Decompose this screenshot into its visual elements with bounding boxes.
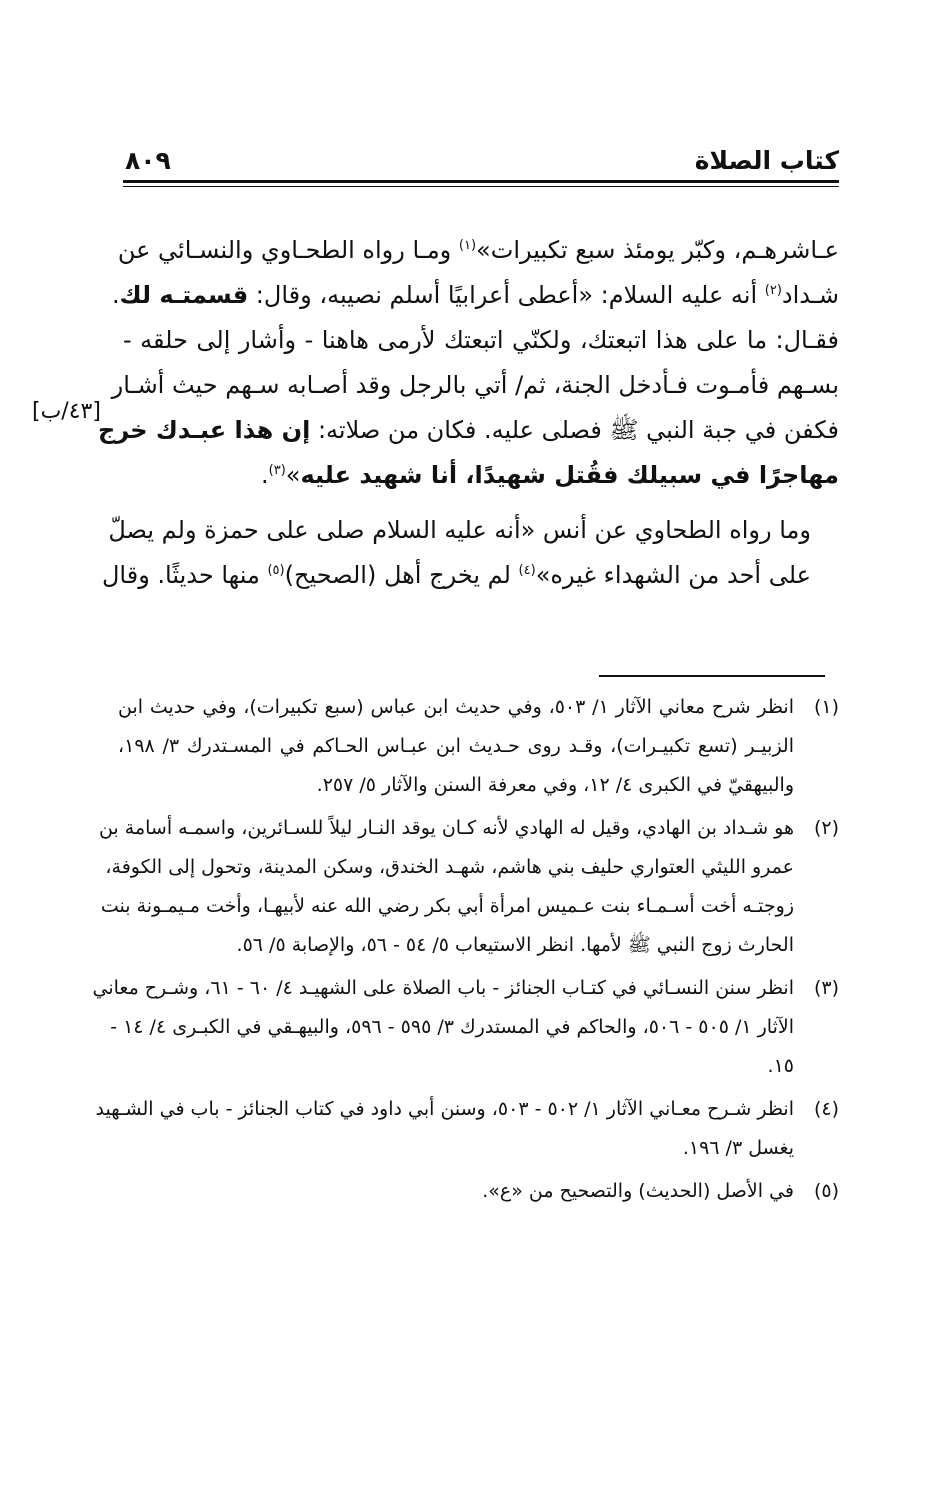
footnote-text — [98, 809, 794, 965]
footnote-line: انظر شـرح معـاني الآثار ١/ ٥٠٢ - ٥٠٣، وسنن أبي داود في كتاب الجنائز - باب في الشـهيد — [95, 1098, 794, 1120]
footnote-line: في الأصل (الحديث) والتصحيح من «ع». — [482, 1180, 794, 1202]
text-line: مهاجرًا في سبيلك فقُتل شهيدًا، أنا شهيد عليه»$^{(٣)}$. — [260, 461, 839, 489]
footnote — [95, 1090, 839, 1168]
footnote-ref: (٥) — [267, 563, 285, 578]
main-text — [98, 228, 839, 598]
bold-phrase: قسمتـه لك — [119, 281, 249, 309]
text-line: فقـال: ما على هذا اتبعتك، ولكنّي اتبعتك لأرمى هاهنا - وأشار إلى حلقه - — [123, 326, 839, 354]
footnote-text — [118, 688, 794, 805]
footnote-ref: (١) — [458, 238, 477, 253]
footnote-line: ١٥. — [767, 1055, 794, 1077]
footnote-line: الآثار ١/ ٥٠٥ - ٥٠٦، والحاكم في المستدرك ٣/ ٥٩٥ - ٥٩٦، والبيهـقي في الكبـرى ٤/ ١٤ - — [110, 1016, 794, 1038]
bold-phrase: إن هذا عبـدك خرج — [98, 416, 311, 444]
footnote — [118, 1172, 839, 1211]
footnote-line: والبيهقيّ في الكبرى ٤/ ١٢، وفي معرفة السنن والآثار ٥/ ٢٥٧. — [316, 774, 794, 796]
running-header — [123, 140, 839, 180]
footnote-text — [92, 969, 794, 1086]
footnote-text — [118, 1172, 794, 1211]
footnote-ref: (٣) — [268, 463, 286, 478]
footnote-separator — [599, 675, 825, 677]
footnote-line: زوجتـه أخت أسـمـاء بنت عـميس امرأة أبي بكر رضي الله عنه لأبيهـا، وأخت مـيمـونة بنت — [100, 895, 794, 917]
text-line: بسـهم فأمـوت فـأدخل الجنة، ثم/ أتي بالرجل وقد أصـابه سـهم حيث أشـار — [111, 371, 839, 399]
footnote-number: (٢) — [813, 817, 839, 839]
footnote-line: الحارث زوج النبي ﷺ لأمها. انظر الاستيعاب ٥/ ٥٤ - ٥٦، والإصابة ٥/ ٥٦. — [236, 934, 794, 956]
footnote-number: (٣) — [813, 977, 839, 999]
header-rule-thin — [123, 186, 839, 187]
footnote-line: عمرو الليثي العتواري حليف بني هاشم، شهـد الخندق، وسكن المدينة، وتحول إلى الكوفة، — [105, 856, 794, 878]
text-line: فكفن في جبة النبي ﷺ فصلى عليه. فكان من صلاته: إن هذا عبـدك خرج — [98, 416, 839, 444]
footnote-text — [95, 1090, 794, 1168]
footnote-line: انظر سنن النسـائي في كتـاب الجنائز - باب الصلاة على الشهيـد ٤/ ٦٠ - ٦١، وشـرح معاني — [92, 977, 794, 999]
footnote-number: (٥) — [813, 1180, 839, 1202]
footnote-number: (١) — [813, 696, 839, 718]
footnote-line: انظر شرح معاني الآثار ١/ ٥٠٣، وفي حديث ابن عباس (سبع تكبيرات)، وفي حديث ابن — [118, 696, 794, 718]
footnote-line: هو شـداد بن الهادي، وقيل له الهادي لأنه كـان يوقد النـار ليلاً للسـائرين، واسمـه أسامة بن — [98, 817, 794, 839]
footnote-ref: (٢) — [764, 283, 782, 298]
footnote — [98, 809, 839, 965]
paragraph-1 — [98, 228, 839, 498]
bold-phrase: مهاجرًا في سبيلك فقُتل شهيدًا، أنا شهيد عليه — [300, 461, 839, 489]
text-line: عـاشرهـم، وكبّر يومئذ سبع تكبيرات»$^{(١)}$ ومـا رواه الطحـاوي والنسـائي عن — [117, 236, 839, 264]
footnote-ref: (٤) — [518, 563, 536, 578]
text-line: شـداد$^{(٢)}$ أنه عليه السلام: «أعطى أعرابيًا أسلم نصيبه، وقال: قسمتـه لك. — [112, 281, 839, 309]
header-rule-thick — [123, 180, 839, 183]
page-number: ٨٠٩ — [125, 146, 171, 175]
manuscript-folio-marker: [٤٣/ب] — [32, 399, 101, 424]
text-line: على أحد من الشهداء غيره»$^{(٤)}$ لم يخرج أهل (الصحيح)$^{(٥)}$ منها حديثًا. وقال — [101, 561, 811, 589]
paragraph-2 — [101, 508, 839, 598]
footnote — [118, 688, 839, 805]
footnote-number: (٤) — [813, 1098, 839, 1120]
footnote — [92, 969, 839, 1086]
text-line: وما رواه الطحاوي عن أنس «أنه عليه السلام صلى على حمزة ولم يصلّ — [108, 516, 811, 544]
chapter-title: كتاب الصلاة — [694, 146, 839, 175]
footnote-line: الزبيـر (تسع تكبيـرات)، وقـد روى حـديث ابن عبـاس الحـاكم في المسـتدرك ٣/ ١٩٨، — [118, 735, 794, 757]
footnote-line: يغسل ٣/ ١٩٦. — [682, 1137, 794, 1159]
footnotes — [92, 688, 839, 1215]
